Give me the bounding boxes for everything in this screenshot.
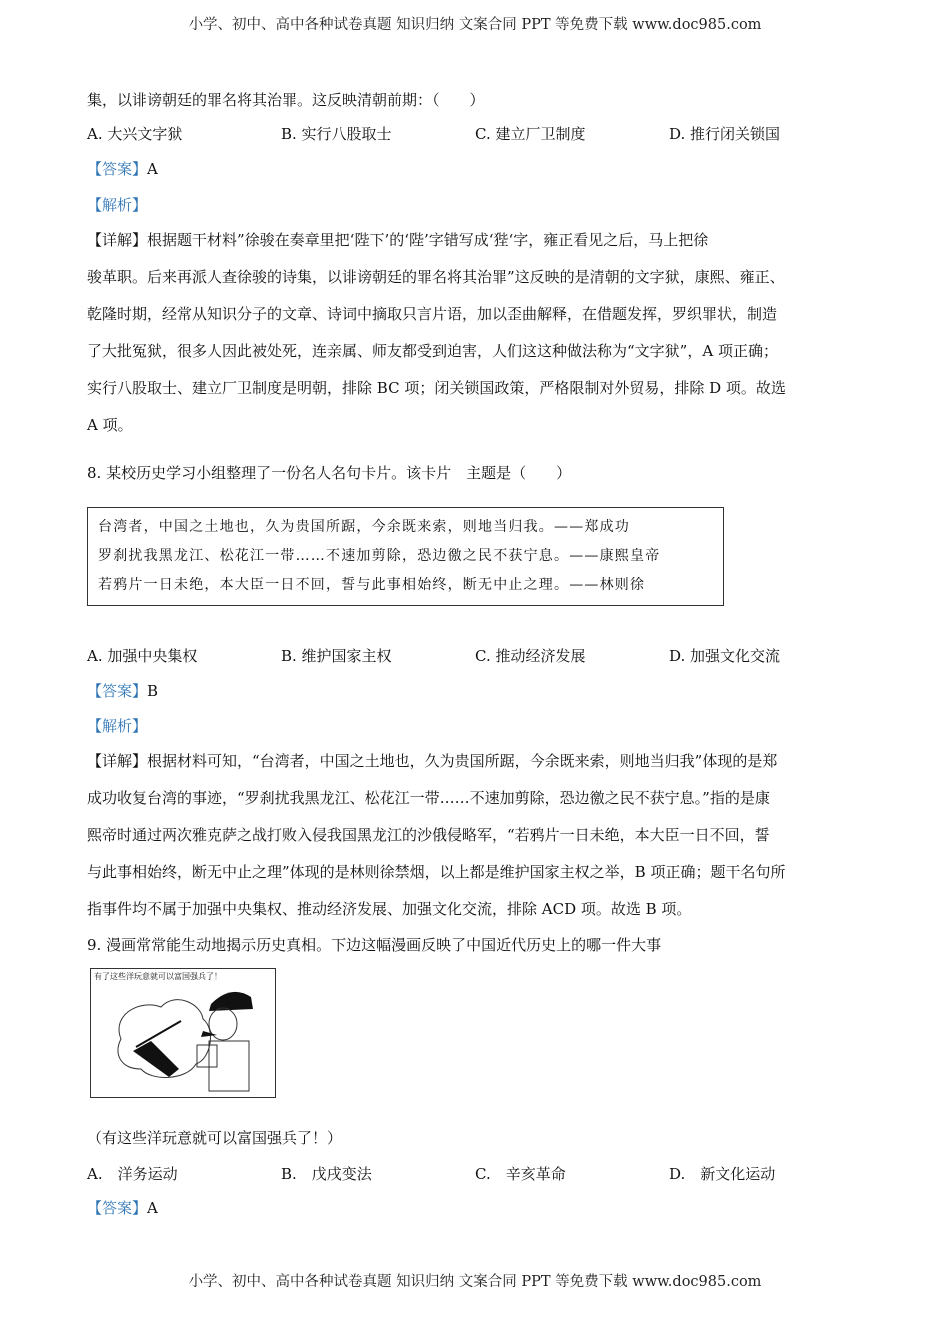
q7-option-c: C. 建立厂卫制度 xyxy=(475,125,586,143)
q7-option-a: A. 大兴文字狱 xyxy=(87,125,183,143)
q9-stem: 9. 漫画常常能生动地揭示历史真相。下边这幅漫画反映了中国近代历史上的哪一件大事 xyxy=(87,936,662,954)
q8-detail-line: 成功收复台湾的事迹，“罗刹扰我黑龙江、松花江一带……不速加剪除，恐边徼之民不获宁息。”指的是康 xyxy=(87,789,770,807)
q7-detail-line: 骏革职。后来再派人查徐骏的诗集，以诽谤朝廷的罪名将其治罪”这反映的是清朝的文字狱，康熙、雍正、 xyxy=(87,268,785,286)
q9-answer xyxy=(87,1198,158,1218)
q8-analysis-label: 【解析】 xyxy=(87,717,148,735)
answer-value: A xyxy=(147,1199,158,1217)
q7-detail-line: 实行八股取士、建立厂卫制度是明朝，排除 BC 项；闭关锁国政策，严格限制对外贸易，排除 D 项。故选 xyxy=(87,379,786,397)
q9-option-b: B. 戊戌变法 xyxy=(281,1165,372,1183)
q8-option-c: C. 推动经济发展 xyxy=(475,647,586,665)
cartoon-drawing xyxy=(91,969,275,1097)
q7-stem-tail: 集，以诽谤朝廷的罪名将其治罪。这反映清朝前期：（ ） xyxy=(87,91,485,109)
q8-option-d: D. 加强文化交流 xyxy=(669,647,781,665)
q8-answer xyxy=(87,681,158,701)
q7-detail-line: 乾隆时期，经常从知识分子的文章、诗词中摘取只言片语，加以歪曲解释，在借题发挥，罗织罪状，制造 xyxy=(87,305,778,323)
quote-line: 台湾者，中国之土地也，久为贵国所踞，今余既来索，则地当归我。——郑成功 xyxy=(98,519,630,535)
cartoon-caption: 有了这些洋玩意就可以富国强兵了！ xyxy=(94,972,222,981)
q7-detail-line: 了大批冤狱，很多人因此被处死，连亲属、师友都受到迫害，人们这这种做法称为“文字狱”，A 项正确； xyxy=(87,342,778,360)
q7-detail-line: 【详解】根据题干材料”徐骏在奏章里把‘陛下’的‘陛’字错写成‘狴‘字，雍正看见之后，马上把徐 xyxy=(87,231,709,249)
quote-line: 若鸦片一日未绝，本大臣一日不回，誓与此事相始终，断无中止之理。——林则徐 xyxy=(98,577,646,593)
q9-option-d: D. 新文化运动 xyxy=(669,1165,776,1183)
q9-option-a: A. 洋务运动 xyxy=(87,1165,178,1183)
q8-detail-line: 【详解】根据材料可知，“台湾者，中国之土地也，久为贵国所踞，今余既来索，则地当归我”体现的是郑 xyxy=(87,752,778,770)
q8-stem: 8. 某校历史学习小组整理了一份名人名句卡片。该卡片 主题是（ ） xyxy=(87,464,572,482)
page-header: 小学、初中、高中各种试卷真题 知识归纳 文案合同 PPT 等免费下载 www.doc985.com xyxy=(188,17,762,33)
q8-detail-line: 与此事相始终，断无中止之理”体现的是林则徐禁烟，以上都是维护国家主权之举，B 项正确；题干名句所 xyxy=(87,863,786,881)
quote-line: 罗刹扰我黑龙江、松花江一带……不速加剪除，恐边徼之民不获宁息。——康熙皇帝 xyxy=(98,548,661,564)
q7-analysis-label: 【解析】 xyxy=(87,196,148,214)
q7-option-d: D. 推行闭关锁国 xyxy=(669,125,781,143)
answer-value: B xyxy=(147,682,159,700)
q7-answer xyxy=(87,159,158,179)
answer-value: A xyxy=(147,160,158,178)
answer-label: 【答案】 xyxy=(87,1199,148,1217)
q8-option-a: A. 加强中央集权 xyxy=(87,647,198,665)
q7-option-b: B. 实行八股取士 xyxy=(281,125,392,143)
answer-label: 【答案】 xyxy=(87,160,148,178)
q9-option-c: C. 辛亥革命 xyxy=(475,1165,566,1183)
q7-detail-line: A 项。 xyxy=(87,416,133,434)
q8-detail-line: 熙帝时通过两次雅克萨之战打败入侵我国黑龙江的沙俄侵略军，“若鸦片一日未绝，本大臣一日不回，誓 xyxy=(87,826,770,844)
quote-card xyxy=(87,507,724,606)
q8-detail-line: 指事件均不属于加强中央集权、推动经济发展、加强文化交流，排除 ACD 项。故选 B 项。 xyxy=(87,900,692,918)
q8-option-b: B. 维护国家主权 xyxy=(281,647,392,665)
q9-caption: （有这些洋玩意就可以富国强兵了！） xyxy=(87,1129,343,1147)
answer-label: 【答案】 xyxy=(87,682,148,700)
cartoon-image xyxy=(90,968,276,1098)
page-footer: 小学、初中、高中各种试卷真题 知识归纳 文案合同 PPT 等免费下载 www.doc985.com xyxy=(188,1274,762,1290)
